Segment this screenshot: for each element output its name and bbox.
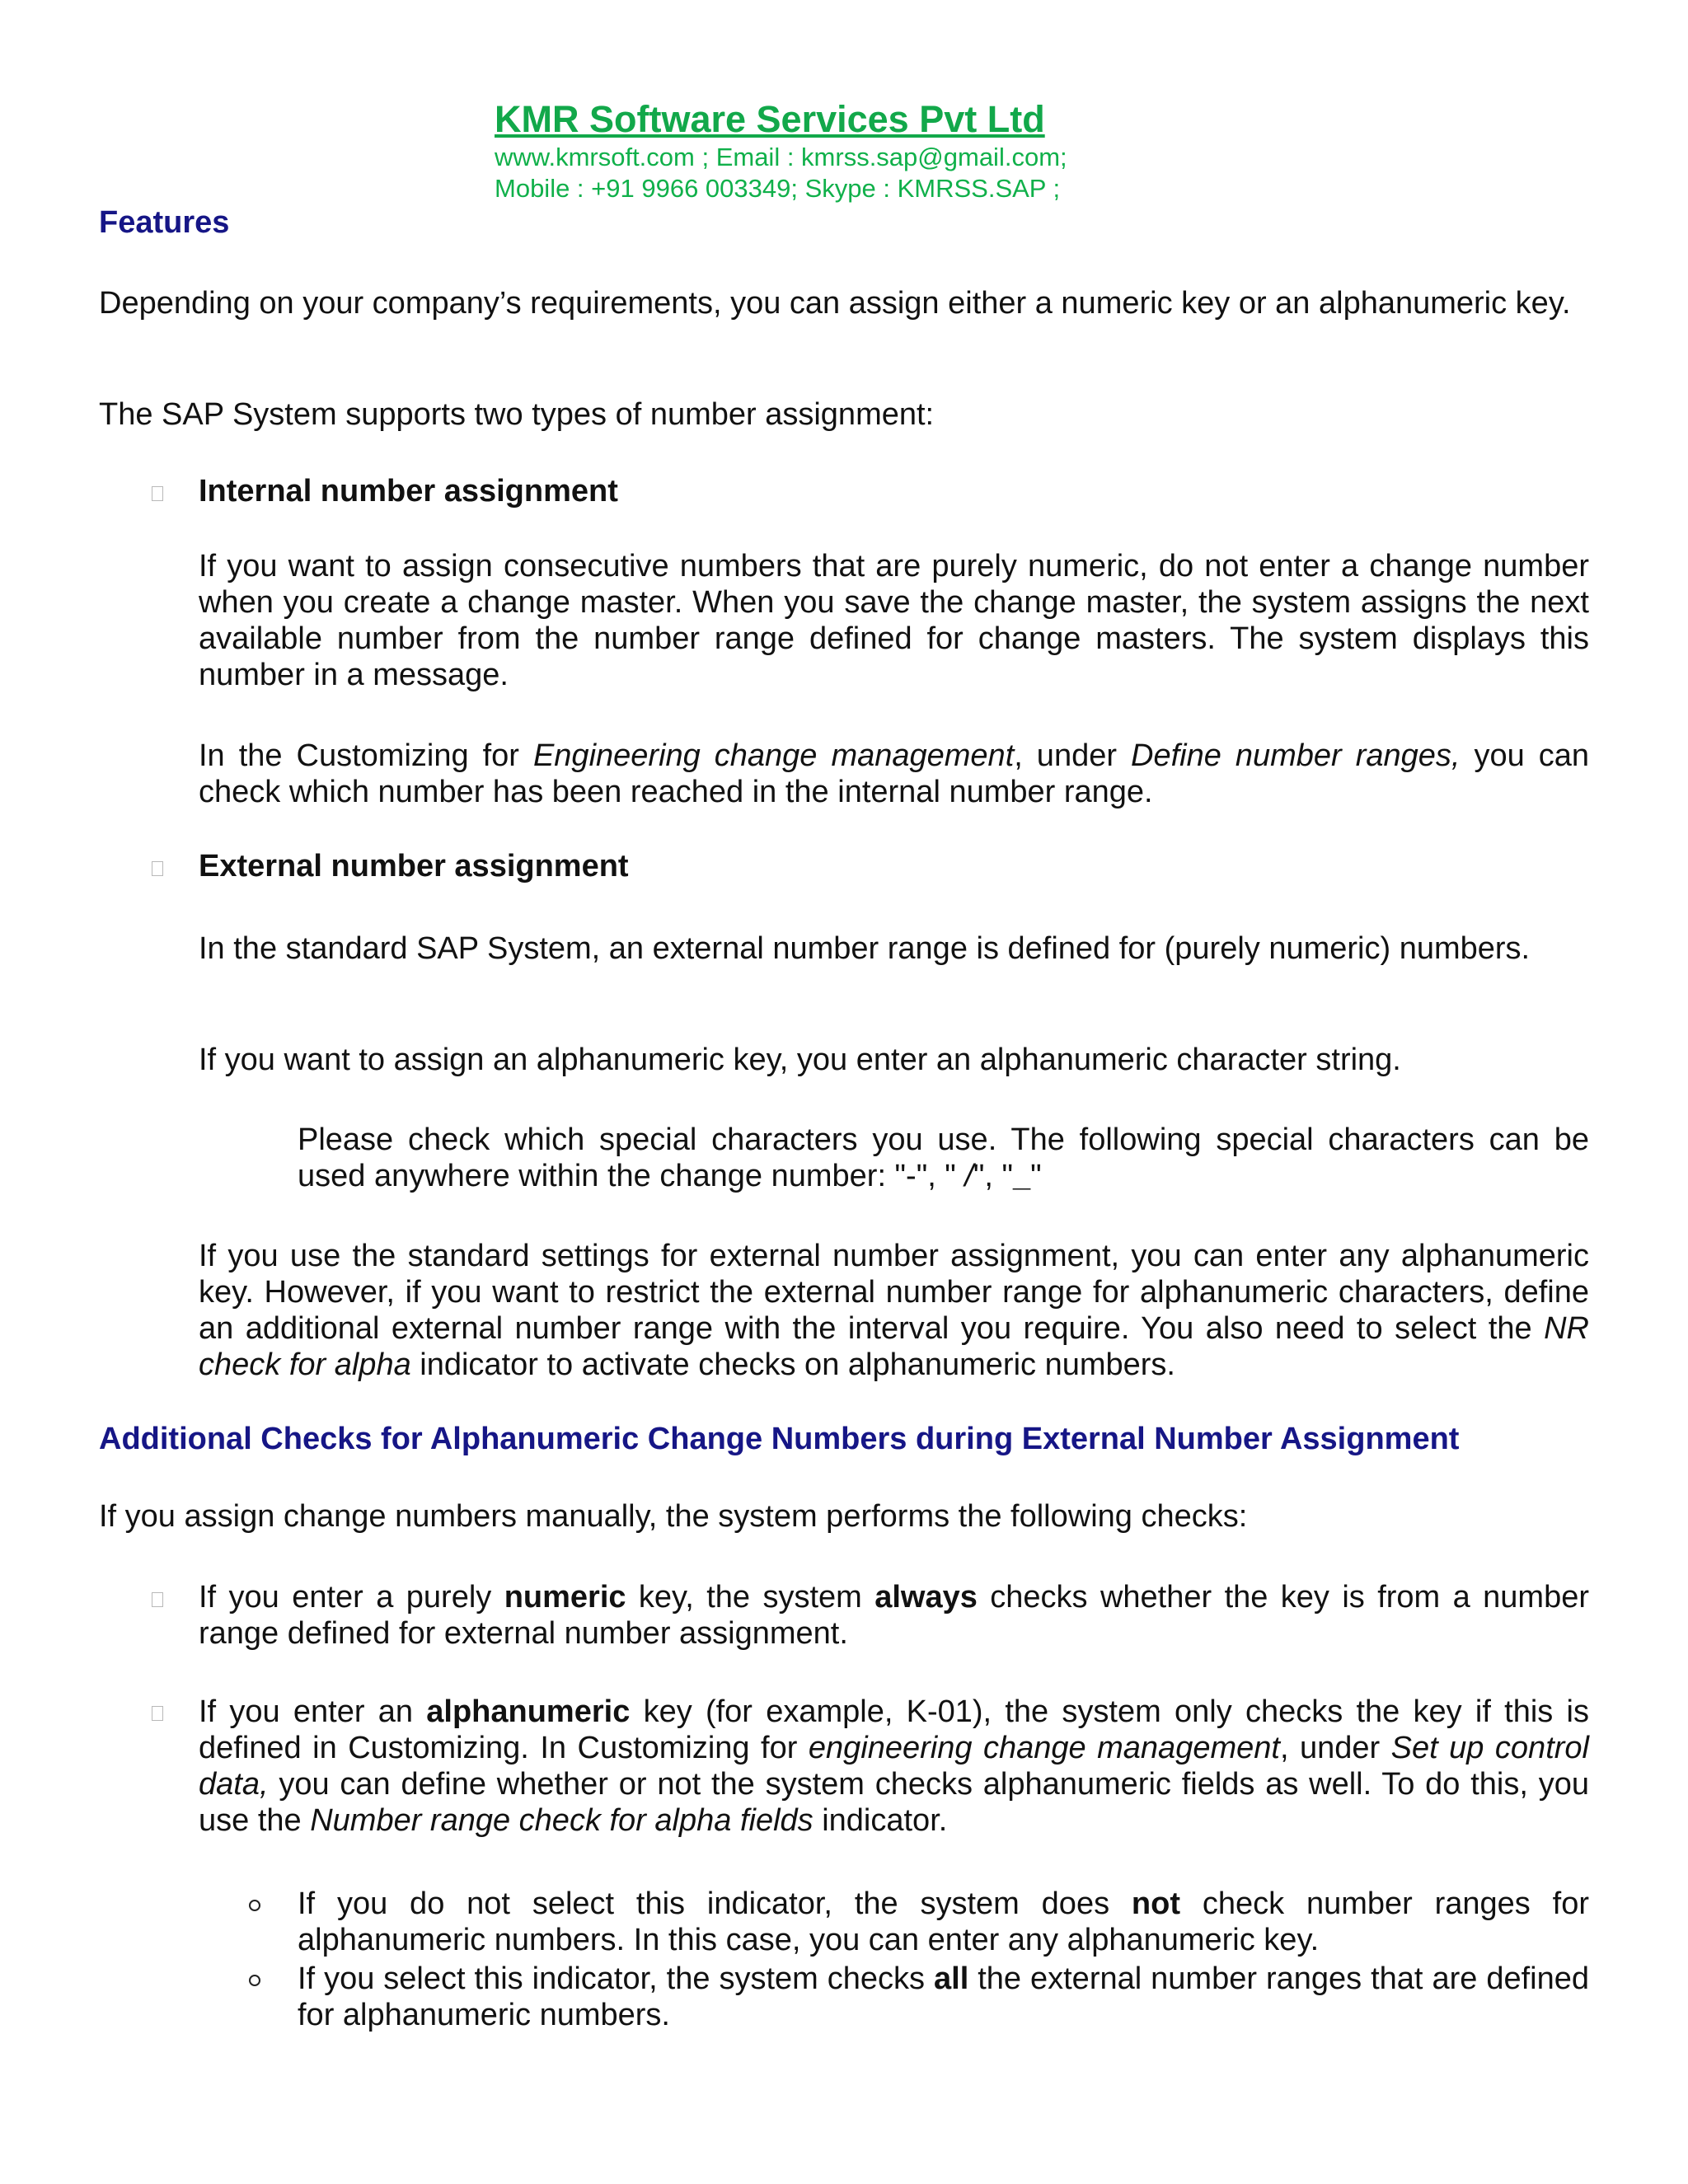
external-paragraph-2: If you want to assign an alphanumeric key, you enter an alphanumeric character string. bbox=[199, 1043, 1401, 1077]
external-paragraph-1: In the standard SAP System, an external number range is defined for (purely numeric) numbers. bbox=[199, 931, 1531, 966]
check-alphanumeric-key: If you enter an alphanumeric key (for example, K-01), the system only checks the key if this is defined in Customizing. In Customizing for engineering change management, under Set up control data, you can define whether or not the system checks alphanumeric fields as well. To do this, you use the Number range check for alpha fields indicator. bbox=[199, 1694, 1589, 1838]
additional-checks-intro: If you assign change numbers manually, the system performs the following checks: bbox=[99, 1499, 1248, 1534]
indicator-selected: If you select this indicator, the system checks all the external number ranges that are defined for alphanumeric numbers. bbox=[298, 1961, 1589, 2032]
internal-paragraph-1: If you want to assign consecutive numbers that are purely numeric, do not enter a change number when you create a change master. When you save the change master, the system assigns the next available number from the number range defined for change masters. The system displays this number in a message. bbox=[199, 549, 1589, 692]
external-paragraph-3: If you use the standard settings for external number assignment, you can enter any alphanumeric key. However, if you want to restrict the external number range for alphanumeric characters, define an additional external number range with the interval you require. You also need to select the NR check for alpha indicator to activate checks on alphanumeric numbers. bbox=[199, 1239, 1589, 1382]
bullet-box-icon bbox=[152, 486, 163, 501]
bullet-box-icon bbox=[152, 1592, 163, 1607]
internal-assignment-title: Internal number assignment bbox=[199, 474, 618, 509]
bullet-box-icon bbox=[152, 861, 163, 876]
features-paragraph-1: Depending on your company’s requirements, you can assign either a numeric key or an alphanumeric key. bbox=[99, 286, 1571, 321]
additional-checks-heading: Additional Checks for Alphanumeric Change Numbers during External Number Assignment bbox=[99, 1422, 1460, 1456]
contact-line-web-email: www.kmrsoft.com ; Email : kmrss.sap@gmail.com; bbox=[495, 143, 1067, 171]
sub-bullet-circle-icon bbox=[249, 1900, 260, 1911]
internal-paragraph-2: In the Customizing for Engineering change management, under Define number ranges, you can check which number has been reached in the internal number range. bbox=[199, 738, 1589, 809]
external-assignment-title: External number assignment bbox=[199, 849, 629, 883]
contact-line-phone-skype: Mobile : +91 9966 003349; Skype : KMRSS.SAP ; bbox=[495, 174, 1061, 203]
check-numeric-key: If you enter a purely numeric key, the system always checks whether the key is from a number range defined for external number assignment. bbox=[199, 1580, 1590, 1651]
company-name: KMR Software Services Pvt Ltd bbox=[495, 98, 1045, 140]
bullet-box-icon bbox=[152, 1706, 163, 1721]
letterhead bbox=[495, 97, 1067, 204]
features-paragraph-2: The SAP System supports two types of number assignment: bbox=[99, 397, 935, 432]
features-heading: Features bbox=[99, 205, 230, 240]
indicator-not-selected: If you do not select this indicator, the system does not check number ranges for alphanumeric numbers. In this case, you can enter any alphanumeric key. bbox=[298, 1886, 1589, 1957]
special-characters-note: Please check which special characters you use. The following special characters can be used anywhere within the change number: "-", " /", "_" bbox=[298, 1122, 1589, 1193]
sub-bullet-circle-icon bbox=[249, 1975, 260, 1986]
